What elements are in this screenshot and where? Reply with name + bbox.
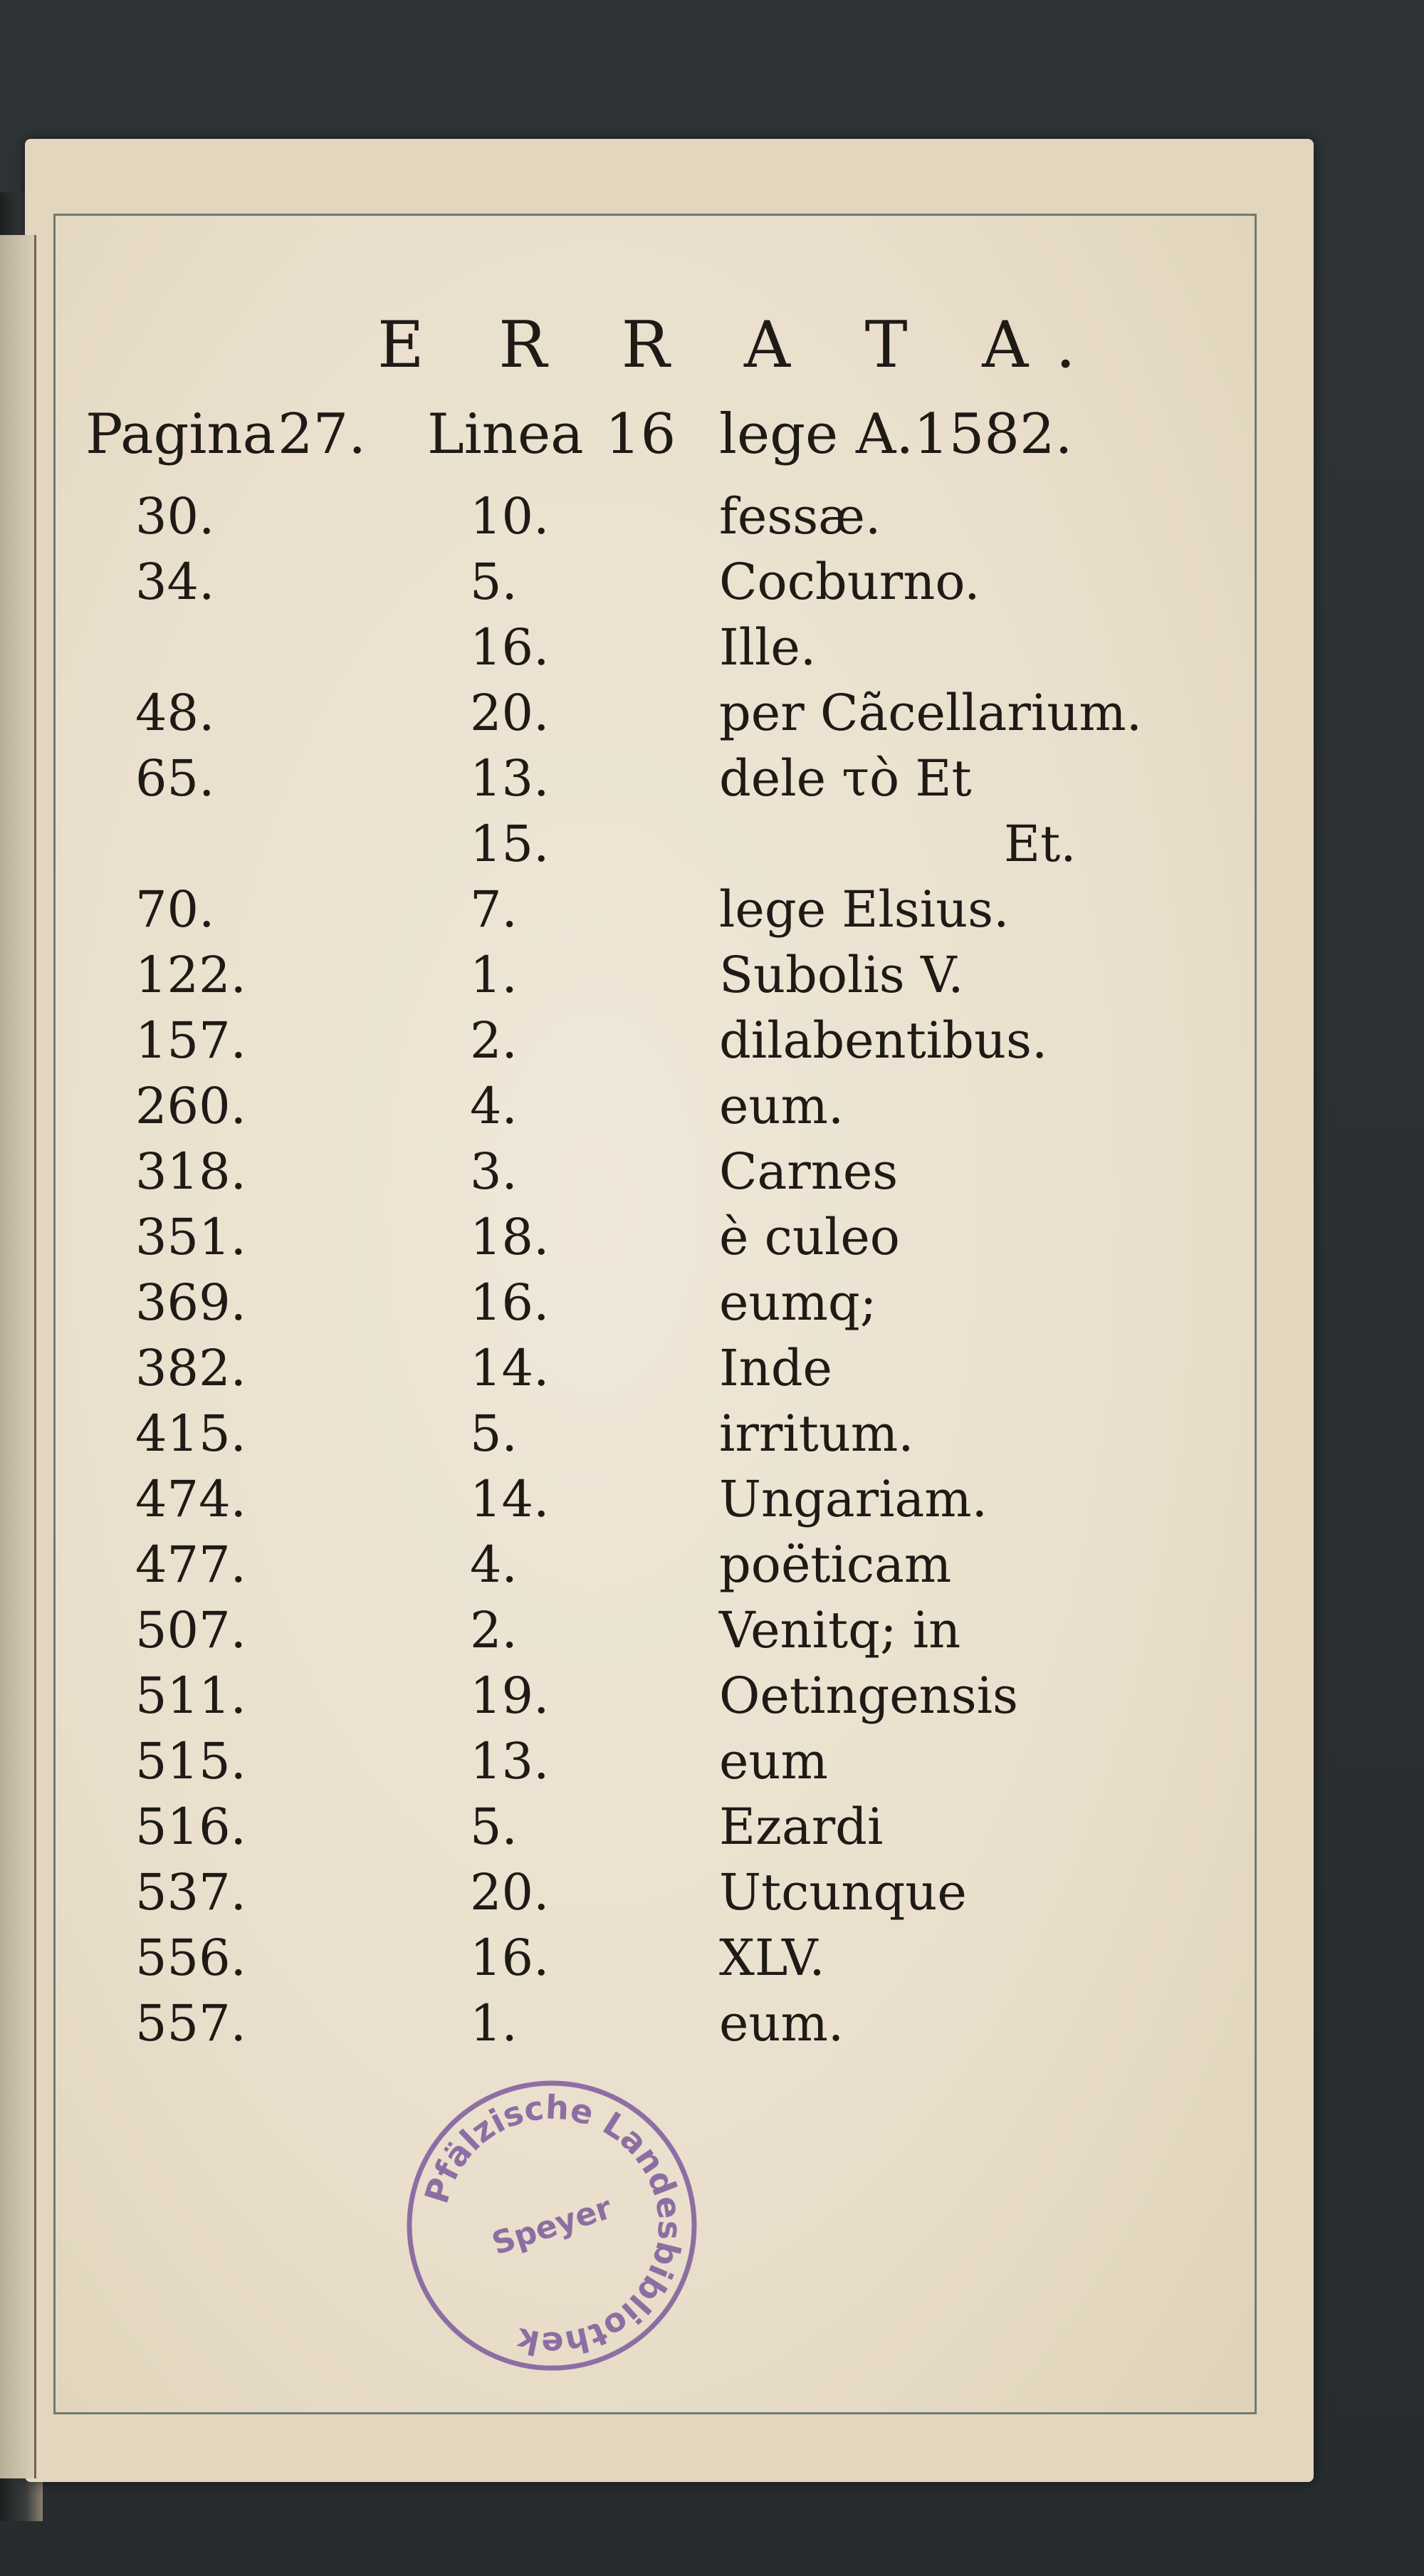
pagina-label: Pagina bbox=[85, 402, 276, 466]
page-number: 516. bbox=[135, 1798, 246, 1856]
correction-text: Cocburno. bbox=[719, 553, 980, 611]
page-number: 70. bbox=[135, 880, 215, 939]
list-item bbox=[0, 1008, 1424, 1073]
page-number: 351. bbox=[135, 1208, 246, 1266]
correction-text: eum. bbox=[719, 1994, 844, 2053]
list-item bbox=[0, 1598, 1424, 1662]
line-number: 4. bbox=[470, 1077, 518, 1135]
library-stamp bbox=[399, 2072, 705, 2379]
list-item bbox=[0, 812, 1424, 876]
page-number: 537. bbox=[135, 1863, 246, 1921]
correction-text: Venitq; in bbox=[719, 1601, 961, 1659]
list-item bbox=[0, 1205, 1424, 1269]
list-item bbox=[0, 1140, 1424, 1204]
list-item bbox=[0, 1402, 1424, 1466]
list-item bbox=[0, 681, 1424, 745]
stamp-center-text: Speyer bbox=[487, 2189, 617, 2263]
list-item bbox=[0, 550, 1424, 614]
header-correction: lege A.1582. bbox=[719, 402, 1073, 466]
correction-text: Et. bbox=[1004, 815, 1077, 873]
line-number: 20. bbox=[470, 684, 550, 742]
page-number: 556. bbox=[135, 1929, 246, 1987]
list-item bbox=[0, 1467, 1424, 1531]
correction-text: è culeo bbox=[719, 1208, 900, 1266]
list-item bbox=[0, 1271, 1424, 1335]
correction-text: eum bbox=[719, 1732, 828, 1790]
line-number: 1. bbox=[470, 946, 518, 1004]
page-title: E R R A T A. bbox=[377, 308, 1103, 382]
list-item bbox=[0, 1991, 1424, 2055]
correction-text: eum. bbox=[719, 1077, 844, 1135]
pagina-value: 27. bbox=[278, 402, 367, 466]
correction-text: Ungariam. bbox=[719, 1470, 988, 1528]
list-item bbox=[0, 1336, 1424, 1400]
linea-label: Linea bbox=[427, 402, 584, 466]
line-number: 19. bbox=[470, 1667, 550, 1725]
page-number: 260. bbox=[135, 1077, 246, 1135]
list-item bbox=[0, 943, 1424, 1007]
correction-text: Oetingensis bbox=[719, 1667, 1018, 1725]
page-number: 30. bbox=[135, 487, 215, 546]
line-number: 3. bbox=[470, 1142, 518, 1201]
line-number: 13. bbox=[470, 1732, 550, 1790]
correction-text: lege Elsius. bbox=[719, 880, 1010, 939]
page-number: 369. bbox=[135, 1273, 246, 1332]
correction-text: irritum. bbox=[719, 1404, 914, 1463]
list-item bbox=[0, 1795, 1424, 1859]
errata-list bbox=[0, 484, 1424, 2065]
correction-text: fessæ. bbox=[719, 487, 881, 546]
page-number: 511. bbox=[135, 1667, 246, 1725]
list-item bbox=[0, 484, 1424, 548]
page-number: 157. bbox=[135, 1011, 246, 1070]
page-number: 48. bbox=[135, 684, 215, 742]
line-number: 2. bbox=[470, 1601, 518, 1659]
page-number: 415. bbox=[135, 1404, 246, 1463]
page-number: 122. bbox=[135, 946, 246, 1004]
list-item bbox=[0, 1860, 1424, 1924]
correction-text: XLV. bbox=[719, 1929, 825, 1987]
line-number: 10. bbox=[470, 487, 550, 546]
line-number: 18. bbox=[470, 1208, 550, 1266]
line-number: 5. bbox=[470, 1798, 518, 1856]
page-number: 34. bbox=[135, 553, 215, 611]
line-number: 13. bbox=[470, 749, 550, 808]
correction-text: dele τὸ Et bbox=[719, 749, 972, 808]
list-item bbox=[0, 1729, 1424, 1793]
header-row bbox=[85, 395, 1153, 474]
correction-text: Subolis V. bbox=[719, 946, 964, 1004]
line-number: 16. bbox=[470, 1929, 550, 1987]
line-number: 1. bbox=[470, 1994, 518, 2053]
line-number: 14. bbox=[470, 1339, 550, 1397]
line-number: 5. bbox=[470, 553, 518, 611]
correction-text: poëticam bbox=[719, 1535, 952, 1594]
line-number: 2. bbox=[470, 1011, 518, 1070]
page-number: 557. bbox=[135, 1994, 246, 2053]
list-item bbox=[0, 615, 1424, 679]
list-item bbox=[0, 877, 1424, 942]
page-number: 382. bbox=[135, 1339, 246, 1397]
page-number: 474. bbox=[135, 1470, 246, 1528]
correction-text: dilabentibus. bbox=[719, 1011, 1048, 1070]
line-number: 14. bbox=[470, 1470, 550, 1528]
correction-text: eumq; bbox=[719, 1273, 877, 1332]
correction-text: Inde bbox=[719, 1339, 832, 1397]
list-item bbox=[0, 1926, 1424, 1990]
line-number: 16. bbox=[470, 618, 550, 677]
page-number: 507. bbox=[135, 1601, 246, 1659]
stamp-ring-text: Pfälzische Landesbibliothek bbox=[417, 2087, 690, 2364]
page-number: 318. bbox=[135, 1142, 246, 1201]
line-number: 16. bbox=[470, 1273, 550, 1332]
correction-text: Carnes bbox=[719, 1142, 899, 1201]
list-item bbox=[0, 746, 1424, 810]
line-number: 20. bbox=[470, 1863, 550, 1921]
list-item bbox=[0, 1074, 1424, 1138]
page-number: 65. bbox=[135, 749, 215, 808]
list-item bbox=[0, 1533, 1424, 1597]
correction-text: per Cãcellarium. bbox=[719, 684, 1142, 742]
line-number: 4. bbox=[470, 1535, 518, 1594]
line-number: 7. bbox=[470, 880, 518, 939]
page-number: 477. bbox=[135, 1535, 246, 1594]
page-number: 515. bbox=[135, 1732, 246, 1790]
line-number: 15. bbox=[470, 815, 550, 873]
correction-text: Utcunque bbox=[719, 1863, 967, 1921]
line-number: 5. bbox=[470, 1404, 518, 1463]
linea-value: 16 bbox=[605, 402, 676, 466]
list-item bbox=[0, 1664, 1424, 1728]
correction-text: Ille. bbox=[719, 618, 817, 677]
correction-text: Ezardi bbox=[719, 1798, 884, 1856]
